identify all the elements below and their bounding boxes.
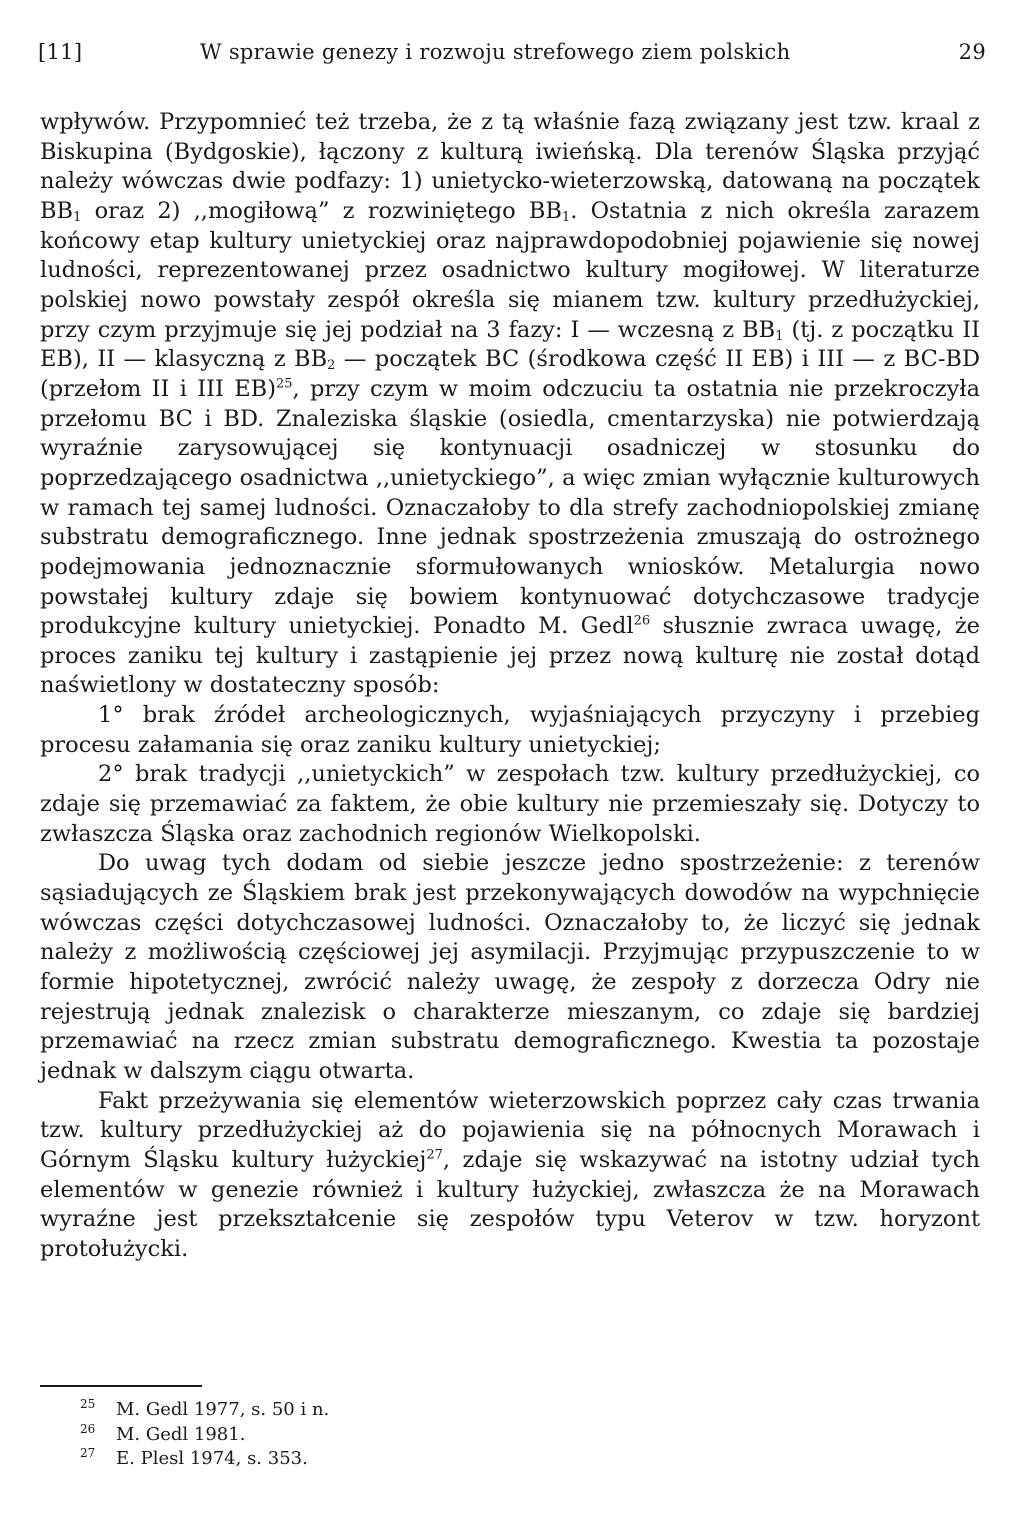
- subscript: 2: [327, 358, 336, 374]
- running-header: [38, 40, 986, 76]
- paragraph-4: Do uwag tych dodam od siebie jeszcze jedno spostrzeżenie: z terenów sąsiadujących ze Śląskiem brak jest przekonywających dowodów na wypchnięcie wówczas części dotychczasowej ludności. Oznaczałoby to, że liczyć się jednak należy z możliwością częściowej jej asymilacji. Przyjmując przypuszczenie to w formie hipotetycznej, zwrócić należy uwagę, że zespoły z dorzecza Odry nie rejestrują jednak znalezisk o charakterze mieszanym, co zdaje się bardziej przemawiać na rzecz zmian substratu demograficznego. Kwestia ta pozostaje jednak w dalszym ciągu otwarta.: [40, 850, 980, 1084]
- text-run: słusznie zwraca uwagę, że proces zaniku tej kultury i zastąpienie jej przez nową kulturę nie został dotąd naświetlony w dostateczny sposób:: [40, 613, 981, 699]
- text-run: — początek BC (środkowa część II EB) i III — z BC-BD (przełom II i III EB): [40, 346, 980, 402]
- subscript: 1: [561, 209, 571, 225]
- paragraph-2: 1° brak źródeł archeologicznych, wyjaśniających przyczyny i przebieg procesu załamania się oraz zaniku kultury unietyckiej;: [40, 702, 980, 758]
- footnote-ref[interactable]: 27: [426, 1147, 443, 1163]
- text-run: . Ostatnia z nich określa zarazem końcowy etap kultury unietyckiej oraz najprawdopodobniej pojawienie się nowej ludności, reprezentowanej przez osadnictwo kultury mogiłowej. W literaturze polskiej nowo powstały zespół określa się mianem tzw. kultury przedłużyckiej, przy czym przyjmuje się jej podział na 3 fazy: I — wczesną z BB: [40, 197, 980, 343]
- footnote-ref[interactable]: 26: [633, 613, 651, 629]
- paragraph-5: [40, 1087, 980, 1265]
- footnote: 25 M. Gedl 1977, s. 50 i n.: [80, 1397, 330, 1420]
- subscript: 1: [73, 209, 82, 225]
- paragraph-1: [40, 108, 980, 701]
- text-run: , zdaje się wskazywać na istotny udział tych elementów w genezie również i kultury łużyckiej, zwłaszcza że na Morawach wyraźne jest przekształcenie się zespołów typu Veterov w tzw. horyzont protołużycki.: [40, 1146, 980, 1262]
- footnote-text: M. Gedl 1981.: [116, 1423, 246, 1445]
- section-number: [11]: [38, 40, 83, 64]
- text-run: (tj. z początku II EB), II — klasyczną z BB: [40, 316, 980, 373]
- subscript: 1: [775, 328, 784, 344]
- text-run: oraz 2) ,,mogiłową” z rozwiniętego BB: [81, 197, 562, 224]
- footnote-divider: [40, 1385, 202, 1387]
- paragraph-3: 2° brak tradycji ,,unietyckich” w zespołach tzw. kultury przedłużyckiej, co zdaje się przemawiać za faktem, że obie kultury nie przemieszały się. Dotyczy to zwłaszcza Śląska oraz zachodnich regionów Wielkopolski.: [40, 761, 980, 847]
- text-run: , przy czym w moim odczuciu ta ostatnia nie przekroczyła przełomu BC i BD. Znaleziska śląskie (osiedla, cmentarzyska) nie potwierdzają wyraźnie zarysowującej się kontynuacji osadniczej w stosunku do poprzedzającego osadnictwa ,,unietyckiego”, a więc zmian wyłącznie kulturowych w ramach tej samej ludności. Oznaczałoby to dla strefy zachodniopolskiej zmianę substratu demograficznego. Inne jednak spostrzeżenia zmuszają do ostrożnego podejmowania jednoznacznie sformułowanych wniosków. Metalurgia nowo powstałej kultury zdaje się bowiem kontynuować dotychczasowe tradycje produkcyjne kultury unietyckiej. Ponadto M. Gedl: [40, 375, 980, 640]
- running-title: W sprawie genezy i rozwoju strefowego ziem polskich: [200, 40, 791, 64]
- footnote-text: M. Gedl 1977, s. 50 i n.: [116, 1399, 330, 1420]
- footnote: 26 M. Gedl 1981.: [80, 1421, 246, 1445]
- footnote-ref[interactable]: 25: [275, 376, 293, 392]
- footnote-text: E. Plesl 1974, s. 353.: [116, 1448, 308, 1469]
- text-run: wpływów. Przypomnieć też trzeba, że z tą właśnie fazą związany jest tzw. kraal z Biskupina (Bydgoskie), łączony z kulturą iwieńską. Dla terenów Śląska przyjąć należy wówczas dwie podfazy: 1) unietycko-wieterzowską, datowaną na początek BB: [40, 109, 980, 224]
- text-run: Fakt przeżywania się elementów wieterzowskich poprzez cały czas trwania tzw. kultury przedłużyckiej aż do pojawienia się na północnych Morawach i Górnym Śląsku kultury łużyckiej: [40, 1087, 980, 1173]
- main-text: [40, 108, 980, 1265]
- footnote: 27 E. Plesl 1974, s. 353.: [80, 1446, 308, 1469]
- footnotes: [80, 1398, 329, 1472]
- page-number: 29: [958, 40, 986, 64]
